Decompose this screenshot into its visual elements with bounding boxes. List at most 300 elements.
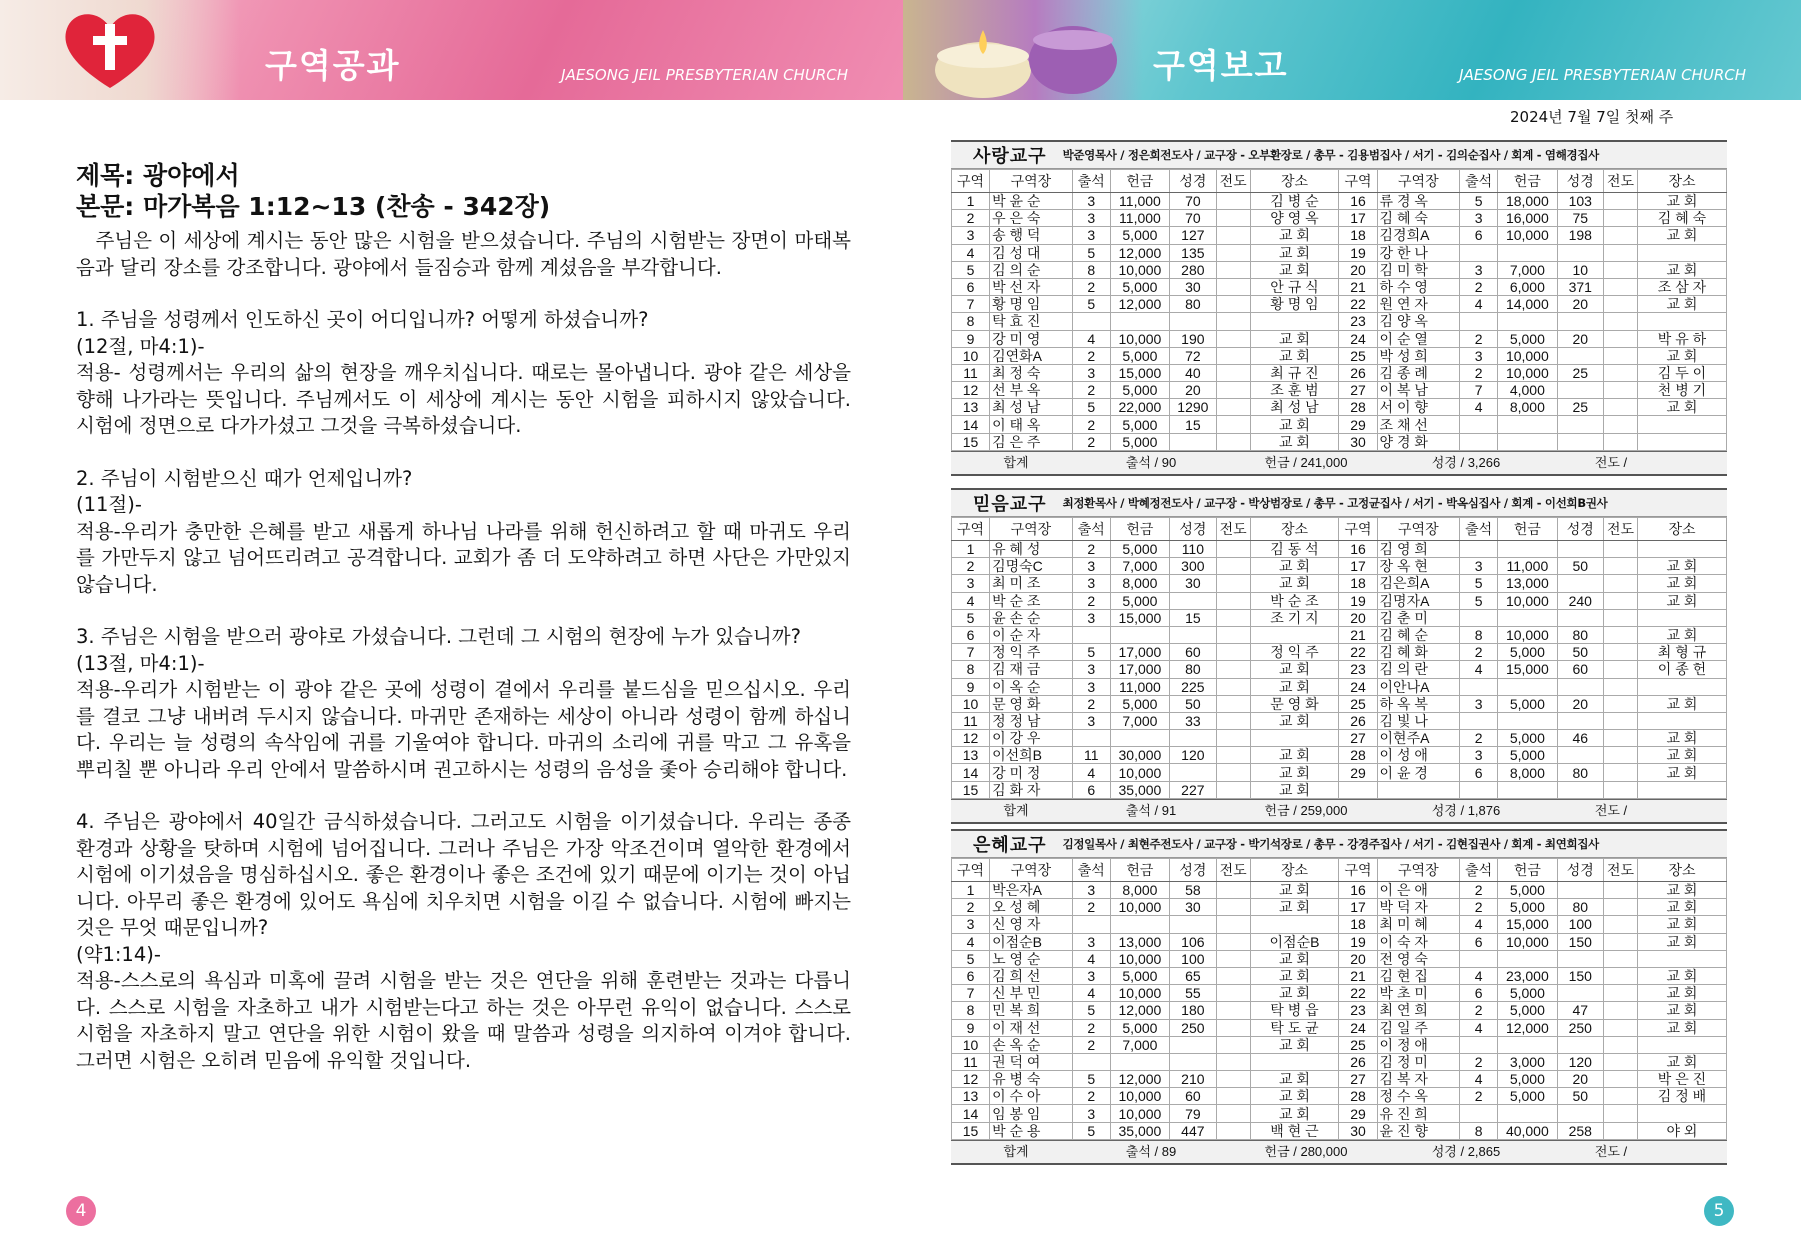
table-cell: 4 <box>952 933 990 950</box>
question-4: 4. 주님은 광야에서 40일간 금식하셨습니다. 그러고도 시험을 이기셨습니다. 우리는 종종 환경과 상황을 탓하며 시험에 넘어집니다. 그러나 주님은 가장 악조건이며 열악한 환경에서 시험에 이기셨음을 명심하십시오. 좋은 환경이나 좋은 조건에 있기 때문에 이기는 것이 아닙니다. 아무리 좋은 환경에 있어도 욕심에 치우치면 시험을 이길 수 없습니다. 시험에 빠지는 것은 무엇 때문입니까? <box>76 810 858 939</box>
table-header-row <box>952 859 1727 882</box>
table-cell: 300 <box>1170 558 1217 575</box>
table-cell <box>1604 695 1638 712</box>
table-cell <box>1216 882 1250 899</box>
table-cell: 7 <box>1460 382 1498 399</box>
table-cell: 박 순 용 <box>990 1122 1073 1139</box>
table-cell: 6 <box>1460 227 1498 244</box>
table-cell: 이 태 옥 <box>990 416 1073 433</box>
table-cell: 2 <box>1460 1053 1498 1070</box>
table-cell: 5,000 <box>1498 985 1557 1002</box>
table-cell: 24 <box>1339 678 1377 695</box>
candles-photo <box>903 0 1143 100</box>
table-cell <box>1170 730 1217 747</box>
table-cell: 양 경 화 <box>1377 433 1460 450</box>
table-cell: 11,000 <box>1110 210 1169 227</box>
table-cell: 8 <box>952 1002 990 1019</box>
table-cell: 80 <box>1557 626 1604 643</box>
summary-offering: 헌금 / 280,000 <box>1264 1143 1348 1159</box>
table-cell: 46 <box>1557 730 1604 747</box>
table-cell <box>1604 541 1638 558</box>
report-date: 2024년 7월 7일 첫째 주 <box>1510 108 1674 126</box>
table-cell: 10,000 <box>1498 364 1557 381</box>
table-cell <box>1216 227 1250 244</box>
table-cell: 70 <box>1170 193 1217 210</box>
table-cell: 교 회 <box>1250 967 1339 984</box>
table-cell: 5 <box>952 261 990 278</box>
table-cell <box>1604 1053 1638 1070</box>
table-cell <box>1557 382 1604 399</box>
table-cell: 10 <box>952 347 990 364</box>
table-cell: 교 회 <box>1250 1071 1339 1088</box>
table-cell <box>1498 313 1557 330</box>
table-cell <box>1604 609 1638 626</box>
table-cell: 8,000 <box>1110 575 1169 592</box>
table-cell: 교 회 <box>1250 661 1339 678</box>
table-cell: 교 회 <box>1250 244 1339 261</box>
table-cell: 6 <box>1460 985 1498 1002</box>
table-cell <box>1250 313 1339 330</box>
district-name: 사랑교구 <box>973 146 1047 167</box>
table-cell <box>1216 558 1250 575</box>
table-cell: 17,000 <box>1110 661 1169 678</box>
table-cell <box>1604 416 1638 433</box>
table-cell <box>1170 764 1217 781</box>
table-cell <box>1604 592 1638 609</box>
table-cell <box>1557 575 1604 592</box>
table-cell: 3 <box>1072 364 1110 381</box>
column-header: 장소 <box>1250 170 1339 193</box>
table-cell: 교 회 <box>1250 950 1339 967</box>
table-cell: 40,000 <box>1498 1122 1557 1139</box>
table-cell: 이 순 열 <box>1377 330 1460 347</box>
table-cell <box>1604 967 1638 984</box>
table-cell: 김 성 대 <box>990 244 1073 261</box>
district-header <box>951 140 1727 169</box>
table-cell <box>1460 433 1498 450</box>
table-cell: 106 <box>1170 933 1217 950</box>
table-cell: 227 <box>1170 781 1217 798</box>
hands-heart-photo <box>0 0 240 100</box>
table-cell: 15 <box>1170 609 1217 626</box>
table-cell: 교 회 <box>1637 747 1726 764</box>
table-cell: 2 <box>1072 347 1110 364</box>
table-cell: 6 <box>1072 781 1110 798</box>
table-cell: 김 종 례 <box>1377 364 1460 381</box>
table-cell: 23 <box>1339 313 1377 330</box>
table-cell: 3 <box>1072 193 1110 210</box>
table-cell: 김 병 순 <box>1250 193 1339 210</box>
table-cell: 천 병 기 <box>1637 382 1726 399</box>
candles-icon <box>923 10 1123 100</box>
table-cell <box>1072 1053 1110 1070</box>
table-cell <box>1216 1036 1250 1053</box>
table-cell: 박 유 하 <box>1637 330 1726 347</box>
left-banner <box>0 0 903 100</box>
table-cell: 12,000 <box>1110 1002 1169 1019</box>
district-summary <box>951 451 1727 476</box>
table-cell: 문 영 화 <box>1250 695 1339 712</box>
table-row <box>952 433 1727 450</box>
table-cell: 26 <box>1339 712 1377 729</box>
table-cell: 4 <box>952 244 990 261</box>
table-cell <box>1216 1053 1250 1070</box>
summary-label: 합계 <box>1003 1143 1029 1159</box>
table-cell <box>1604 781 1638 798</box>
table-cell: 16 <box>1339 193 1377 210</box>
table-cell <box>1110 730 1169 747</box>
table-cell: 이 은 애 <box>1377 882 1460 899</box>
table-cell <box>1216 244 1250 261</box>
table-row <box>952 764 1727 781</box>
column-header: 장소 <box>1250 518 1339 541</box>
table-cell: 18 <box>1339 227 1377 244</box>
table-cell <box>1604 882 1638 899</box>
table-cell: 4 <box>1460 1071 1498 1088</box>
table-cell: 17,000 <box>1110 644 1169 661</box>
question-3: 3. 주님은 시험을 받으러 광야로 가셨습니다. 그런데 그 시험의 현장에 누가 있습니까? <box>76 625 801 648</box>
table-cell <box>1557 347 1604 364</box>
summary-bible: 성경 / 1,876 <box>1431 802 1501 818</box>
summary-bible: 성경 / 2,865 <box>1431 1143 1501 1159</box>
table-cell: 강 한 나 <box>1377 244 1460 261</box>
table-cell: 교 회 <box>1637 261 1726 278</box>
table-cell <box>1216 644 1250 661</box>
column-header: 구역 <box>952 859 990 882</box>
table-cell: 12 <box>952 1071 990 1088</box>
table-cell: 135 <box>1170 244 1217 261</box>
table-cell: 17 <box>1339 210 1377 227</box>
table-cell: 10,000 <box>1110 1088 1169 1105</box>
table-cell: 2 <box>1460 330 1498 347</box>
table-cell: 교 회 <box>1637 967 1726 984</box>
summary-attendance: 출석 / 90 <box>1125 454 1177 470</box>
table-cell: 10,000 <box>1498 626 1557 643</box>
table-cell: 4 <box>1460 1019 1498 1036</box>
table-cell: 3 <box>1072 1105 1110 1122</box>
table-cell <box>1557 609 1604 626</box>
table-cell: 5 <box>1460 592 1498 609</box>
table-cell: 7,000 <box>1110 558 1169 575</box>
table-cell <box>1557 712 1604 729</box>
table-cell: 교 회 <box>1637 1002 1726 1019</box>
table-cell: 교 회 <box>1250 712 1339 729</box>
table-cell <box>1216 781 1250 798</box>
table-cell: 6 <box>1460 933 1498 950</box>
table-cell: 교 회 <box>1250 433 1339 450</box>
table-cell: 2 <box>1072 695 1110 712</box>
table-cell: 22 <box>1339 296 1377 313</box>
table-cell: 6,000 <box>1498 278 1557 295</box>
table-cell: 15,000 <box>1498 661 1557 678</box>
table-cell: 3 <box>1460 695 1498 712</box>
table-row <box>952 730 1727 747</box>
column-header: 출석 <box>1072 170 1110 193</box>
table-row <box>952 916 1727 933</box>
table-row <box>952 1105 1727 1122</box>
table-cell: 김 정 배 <box>1637 1088 1726 1105</box>
table-cell: 김 의 순 <box>990 261 1073 278</box>
table-cell: 조 훈 범 <box>1250 382 1339 399</box>
table-cell: 5 <box>1460 193 1498 210</box>
table-cell: 8 <box>1072 261 1110 278</box>
table-cell: 이 순 자 <box>990 626 1073 643</box>
column-header: 구역장 <box>990 859 1073 882</box>
table-cell <box>1216 712 1250 729</box>
table-cell: 최 미 혜 <box>1377 916 1460 933</box>
table-cell <box>1216 967 1250 984</box>
table-cell: 하 옥 복 <box>1377 695 1460 712</box>
table-cell: 16,000 <box>1498 210 1557 227</box>
table-row <box>952 1122 1727 1139</box>
table-cell <box>1216 1105 1250 1122</box>
table-cell: 14 <box>952 764 990 781</box>
table-cell <box>1557 950 1604 967</box>
table-cell: 20 <box>1339 950 1377 967</box>
table-cell: 180 <box>1170 1002 1217 1019</box>
table-cell: 7 <box>952 644 990 661</box>
table-cell: 12,000 <box>1498 1019 1557 1036</box>
table-cell: 2 <box>952 210 990 227</box>
district-name: 믿음교구 <box>973 494 1047 515</box>
table-cell: 5 <box>1072 296 1110 313</box>
column-header: 구역 <box>1339 518 1377 541</box>
table-cell: 우 은 숙 <box>990 210 1073 227</box>
table-cell: 447 <box>1170 1122 1217 1139</box>
table-cell <box>1170 433 1217 450</box>
table-cell: 신 부 민 <box>990 985 1073 1002</box>
table-cell <box>1072 916 1110 933</box>
table-cell: 18,000 <box>1498 193 1557 210</box>
table-cell <box>1604 399 1638 416</box>
table-cell: 120 <box>1170 747 1217 764</box>
table-cell: 박 선 자 <box>990 278 1073 295</box>
table-row <box>952 382 1727 399</box>
column-header: 출석 <box>1460 170 1498 193</box>
table-cell <box>1216 433 1250 450</box>
column-header: 헌금 <box>1110 518 1169 541</box>
column-header: 구역장 <box>1377 170 1460 193</box>
table-cell: 40 <box>1170 364 1217 381</box>
column-header: 출석 <box>1072 518 1110 541</box>
column-header: 전도 <box>1604 170 1638 193</box>
table-cell: 18 <box>1339 575 1377 592</box>
table-cell <box>1216 210 1250 227</box>
table-cell <box>1377 781 1460 798</box>
table-cell <box>1216 382 1250 399</box>
table-cell: 교 회 <box>1637 193 1726 210</box>
table-cell: 14,000 <box>1498 296 1557 313</box>
table-cell: 교 회 <box>1250 678 1339 695</box>
table-cell: 27 <box>1339 1071 1377 1088</box>
table-cell: 2 <box>1460 882 1498 899</box>
table-cell <box>1216 1002 1250 1019</box>
table-row <box>952 261 1727 278</box>
summary-evangelism: 전도 / <box>1594 454 1628 470</box>
summary-offering: 헌금 / 241,000 <box>1264 454 1348 470</box>
table-cell: 최 연 희 <box>1377 1002 1460 1019</box>
column-header: 구역 <box>1339 170 1377 193</box>
table-cell: 20 <box>1557 296 1604 313</box>
table-cell: 127 <box>1170 227 1217 244</box>
question-2: 2. 주님이 시험받으신 때가 언제입니까? <box>76 466 413 490</box>
table-cell: 이 옥 순 <box>990 678 1073 695</box>
table-cell <box>1216 575 1250 592</box>
table-cell: 2 <box>952 558 990 575</box>
table-cell <box>1250 730 1339 747</box>
table-cell <box>1498 433 1557 450</box>
church-name-left: JAESONG JEIL PRESBYTERIAN CHURCH <box>561 66 848 84</box>
column-header: 헌금 <box>1498 859 1557 882</box>
table-cell <box>1216 609 1250 626</box>
table-cell: 윤 손 순 <box>990 609 1073 626</box>
table-cell: 371 <box>1557 278 1604 295</box>
table-cell: 15,000 <box>1110 364 1169 381</box>
table-cell: 김 현 집 <box>1377 967 1460 984</box>
table-cell <box>1637 1036 1726 1053</box>
table-cell: 임 봉 임 <box>990 1105 1073 1122</box>
table-cell <box>1460 950 1498 967</box>
table-cell: 최 성 남 <box>1250 399 1339 416</box>
table-cell: 김 영 희 <box>1377 541 1460 558</box>
table-cell <box>1604 433 1638 450</box>
table-cell: 20 <box>1339 609 1377 626</box>
table-cell: 4 <box>1460 661 1498 678</box>
table-row <box>952 882 1727 899</box>
table-cell: 60 <box>1170 644 1217 661</box>
table-cell <box>1498 244 1557 261</box>
table-cell: 4 <box>1072 764 1110 781</box>
table-cell: 17 <box>1339 899 1377 916</box>
table-row <box>952 1053 1727 1070</box>
table-cell <box>1216 261 1250 278</box>
table-cell: 2 <box>1072 1036 1110 1053</box>
table-cell <box>1604 193 1638 210</box>
table-cell: 5 <box>952 950 990 967</box>
summary-evangelism: 전도 / <box>1594 1143 1628 1159</box>
table-cell: 3 <box>1460 261 1498 278</box>
table-cell <box>1604 244 1638 261</box>
table-cell: 198 <box>1557 227 1604 244</box>
table-cell <box>1460 313 1498 330</box>
table-row <box>952 416 1727 433</box>
table-cell: 9 <box>952 330 990 347</box>
table-cell: 교 회 <box>1637 575 1726 592</box>
table-cell: 110 <box>1170 541 1217 558</box>
table-cell: 80 <box>1557 899 1604 916</box>
table-cell: 3 <box>1072 661 1110 678</box>
table-cell: 10 <box>952 1036 990 1053</box>
table-cell: 23 <box>1339 1002 1377 1019</box>
table-cell: 21 <box>1339 967 1377 984</box>
table-cell <box>1110 626 1169 643</box>
table-cell: 민 복 희 <box>990 1002 1073 1019</box>
table-cell <box>1498 678 1557 695</box>
table-cell: 노 영 순 <box>990 950 1073 967</box>
table-cell: 유 혜 성 <box>990 541 1073 558</box>
question-3-application: 적용-우리가 시험받는 이 광야 같은 곳에 성령이 곁에서 우리를 붙드심을 믿으십시오. 우리를 결코 그냥 내버려 두시지 않습니다. 마귀만 존재하는 세상이 아니라 성령이 함께 하십니다. 우리는 늘 성령의 속삭임에 귀를 기울여야 합니다. 마귀의 소리에 귀를 막고 그 유혹을 뿌리칠 뿐 아니라 우리 안에서 말씀하시며 권고하시는 성령의 음성을 좇아 승리해야 합니다. <box>76 678 858 781</box>
column-header: 구역장 <box>990 518 1073 541</box>
table-cell: 김 춘 미 <box>1377 609 1460 626</box>
table-cell <box>1460 781 1498 798</box>
table-cell: 23,000 <box>1498 967 1557 984</box>
table-cell: 교 회 <box>1637 227 1726 244</box>
table-cell <box>1604 1036 1638 1053</box>
table-row <box>952 950 1727 967</box>
column-header: 성경 <box>1170 170 1217 193</box>
table-cell: 최 정 숙 <box>990 364 1073 381</box>
table-cell <box>1170 592 1217 609</box>
table-cell: 양 영 옥 <box>1250 210 1339 227</box>
table-cell <box>1170 1053 1217 1070</box>
table-row <box>952 313 1727 330</box>
table-cell <box>1557 433 1604 450</box>
table-cell <box>1460 1036 1498 1053</box>
table-cell <box>1110 916 1169 933</box>
table-cell: 2 <box>1072 592 1110 609</box>
table-cell: 80 <box>1557 764 1604 781</box>
district-report <box>951 488 1727 824</box>
table-header-row <box>952 170 1727 193</box>
table-cell: 김경희A <box>1377 227 1460 244</box>
table-cell: 13 <box>952 399 990 416</box>
column-header: 전도 <box>1216 170 1250 193</box>
table-cell: 3 <box>1460 558 1498 575</box>
table-row <box>952 330 1727 347</box>
district-staff: 박준영목사 / 정은희전도사 / 교구장 - 오부환장로 / 총무 - 김용범집사 / 서기 - 김의순집사 / 회계 - 염해경집사 <box>1062 148 1599 162</box>
table-cell <box>1557 1036 1604 1053</box>
column-header: 전도 <box>1604 859 1638 882</box>
banner-title-right: 구역보고 <box>1153 46 1289 85</box>
table-cell: 3 <box>1460 747 1498 764</box>
table-cell <box>1604 678 1638 695</box>
table-cell: 30 <box>1339 1122 1377 1139</box>
table-cell: 20 <box>1170 382 1217 399</box>
table-cell: 김 희 선 <box>990 967 1073 984</box>
column-header: 출석 <box>1460 518 1498 541</box>
table-cell <box>1637 416 1726 433</box>
table-cell: 정 수 옥 <box>1377 1088 1460 1105</box>
table-cell: 250 <box>1170 1019 1217 1036</box>
column-header: 장소 <box>1637 859 1726 882</box>
table-cell: 26 <box>1339 364 1377 381</box>
table-cell <box>1604 227 1638 244</box>
table-cell: 교 회 <box>1250 899 1339 916</box>
table-cell: 6 <box>1460 764 1498 781</box>
table-cell: 김 두 이 <box>1637 364 1726 381</box>
column-header: 헌금 <box>1110 170 1169 193</box>
column-header: 구역장 <box>990 170 1073 193</box>
table-cell <box>1604 296 1638 313</box>
table-cell: 김 미 학 <box>1377 261 1460 278</box>
table-cell: 박 순 조 <box>990 592 1073 609</box>
table-cell: 3 <box>1460 210 1498 227</box>
table-cell: 5,000 <box>1110 382 1169 399</box>
heart-cross-icon <box>60 8 160 92</box>
table-cell <box>1250 626 1339 643</box>
table-cell <box>1604 1105 1638 1122</box>
table-cell: 교 회 <box>1637 730 1726 747</box>
table-cell: 29 <box>1339 1105 1377 1122</box>
column-header: 성경 <box>1170 859 1217 882</box>
table-cell: 김 복 자 <box>1377 1071 1460 1088</box>
table-cell <box>1498 416 1557 433</box>
table-cell <box>1498 541 1557 558</box>
table-cell <box>1216 695 1250 712</box>
table-cell: 이점순B <box>1250 933 1339 950</box>
table-cell: 23 <box>1339 661 1377 678</box>
table-cell: 5 <box>1460 575 1498 592</box>
